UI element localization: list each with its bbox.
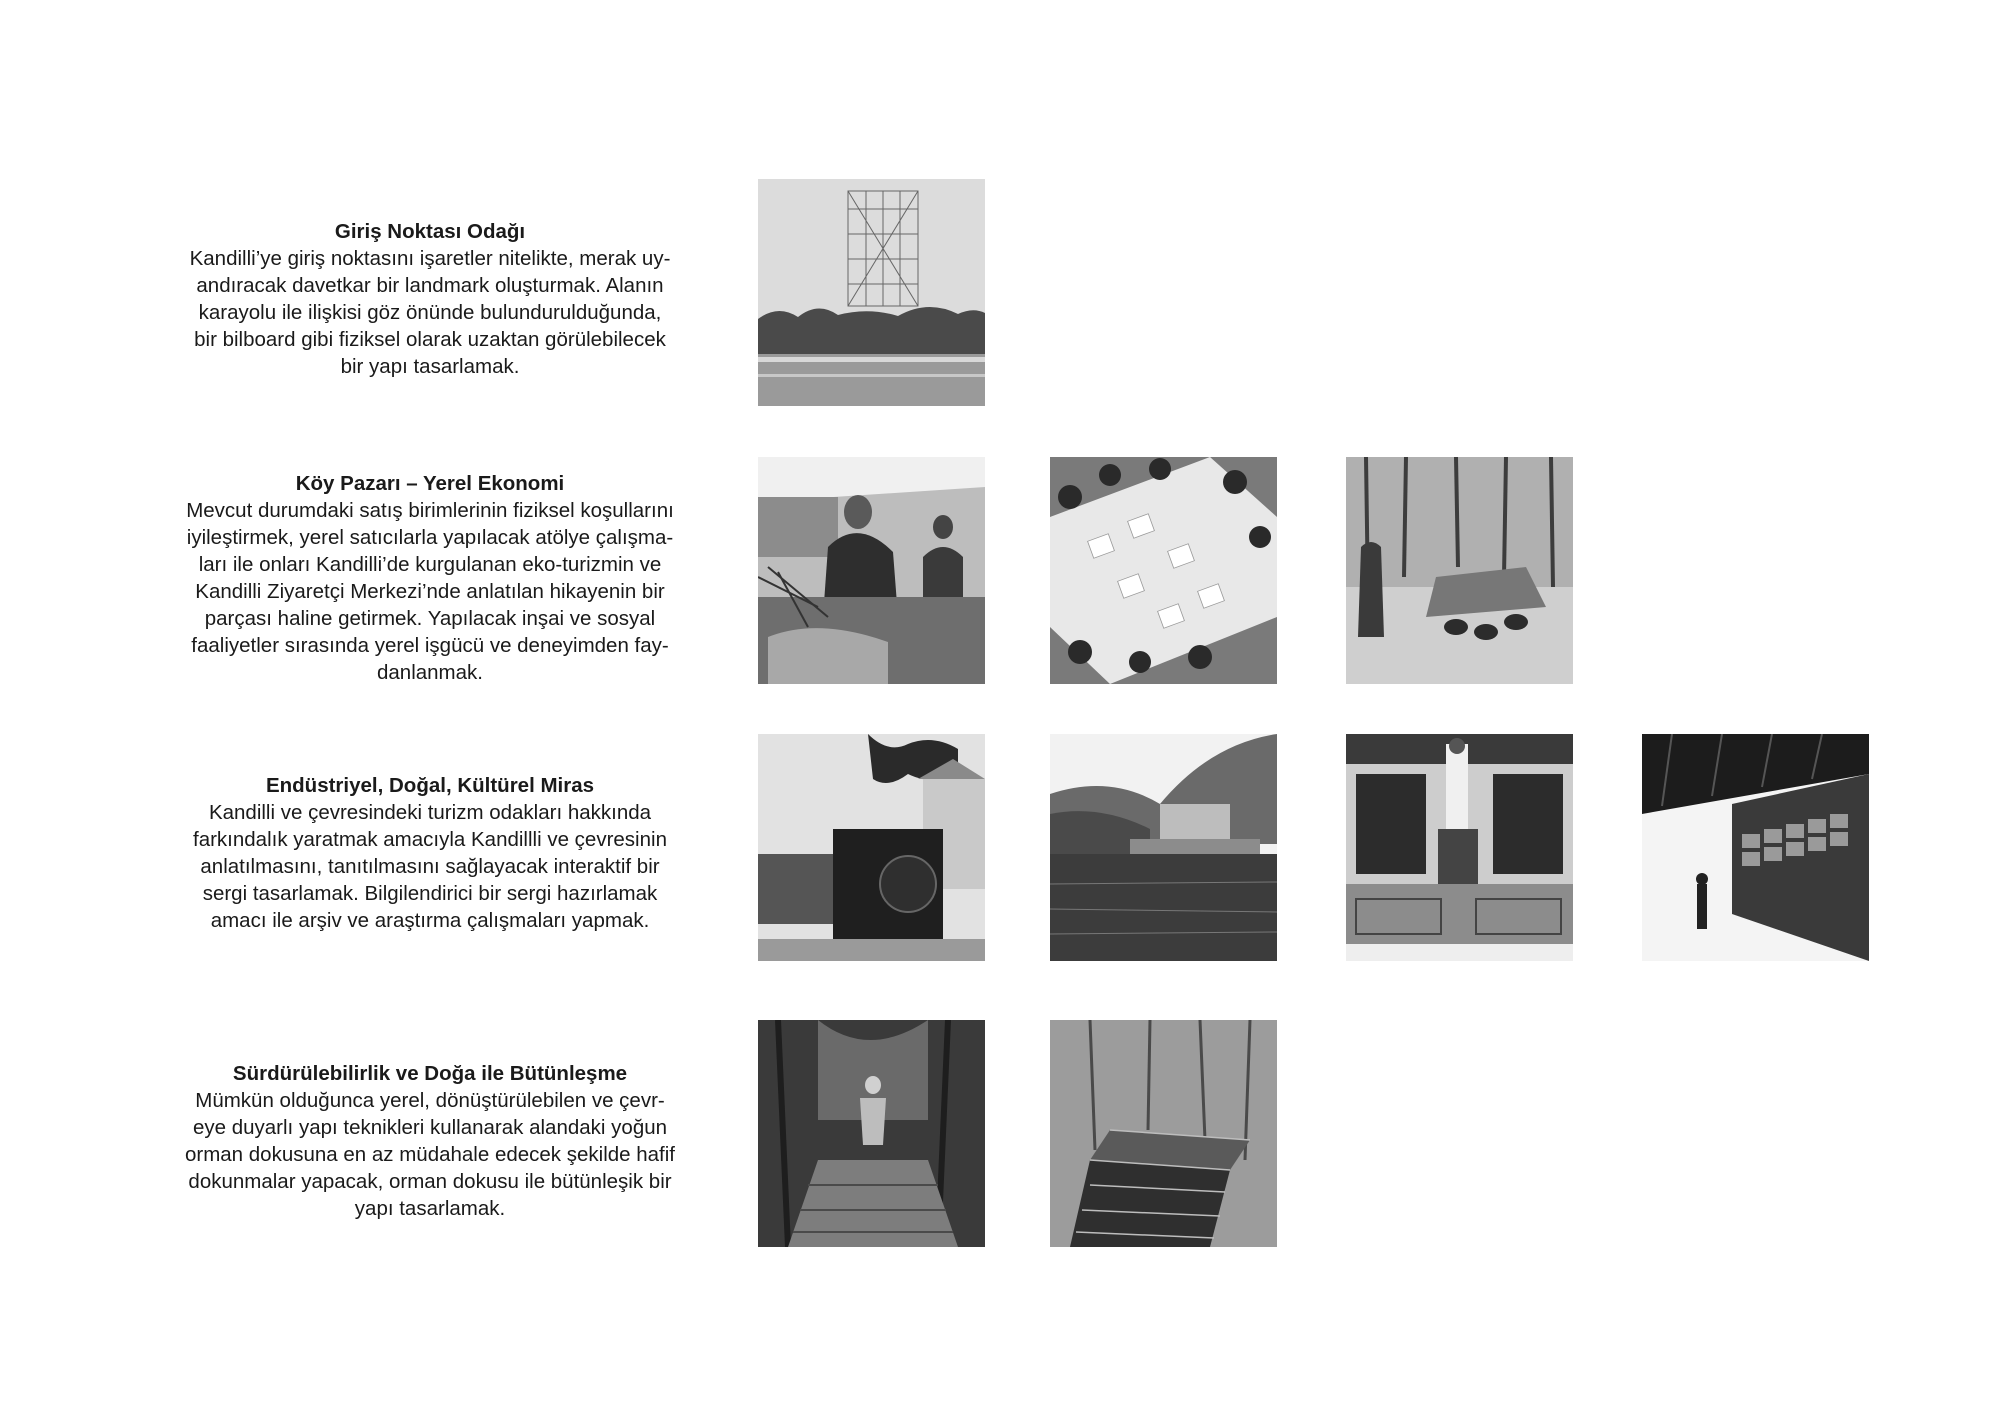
section-title: Giriş Noktası Odağı	[334, 220, 526, 243]
body-line: orman dokusuna en az müdahale edecek şekilde hafif	[184, 1143, 676, 1166]
body-line: anlatılmasını, tanıtılmasını sağlayacak interaktif bir	[200, 855, 660, 878]
photo-forest-boardwalk	[1050, 1020, 1277, 1247]
body-line: eye duyarlı yapı teknikleri kullanarak alandaki yoğun	[192, 1116, 668, 1139]
body-line: bir yapı tasarlamak.	[340, 355, 520, 378]
body-line: amacı ile arşiv ve araştırma çalışmaları yapmak.	[210, 909, 650, 932]
photo-bosphorus-shore	[1050, 734, 1277, 961]
section-koy-pazari	[170, 470, 690, 686]
body-line: karayolu ile ilişkisi göz önünde bulundurulduğunda,	[198, 301, 662, 324]
section-body	[170, 799, 690, 934]
photo-market-vendor	[758, 457, 985, 684]
photo-forest-path	[758, 1020, 985, 1247]
body-line: farkındalık yaratmak amacıyla Kandillli ve çevresinin	[193, 828, 667, 851]
body-line: Kandilli ve çevresindeki turizm odakları hakkında	[208, 801, 652, 824]
section-surdurulebilirlik	[170, 1060, 690, 1222]
body-line: danlanmak.	[377, 661, 483, 684]
photo-billboard	[758, 179, 985, 406]
photo-exhibition-hall	[1642, 734, 1869, 961]
body-line: faaliyetler sırasında yerel işgücü ve deneyimden fay-	[191, 634, 669, 657]
section-body	[170, 245, 690, 380]
body-line: iyileştirmek, yerel satıcılarla yapılacak atölye çalışma-	[186, 526, 674, 549]
section-title: Endüstriyel, Doğal, Kültürel Miras	[265, 774, 595, 797]
photo-industrial-archive	[1346, 734, 1573, 961]
body-line: parçası haline getirmek. Yapılacak inşai ve sosyal	[204, 607, 656, 630]
section-miras	[170, 772, 690, 934]
photo-workshop-table	[1050, 457, 1277, 684]
body-line: sergi tasarlamak. Bilgilendirici bir sergi hazırlamak	[202, 882, 658, 905]
body-line: andıracak davetkar bir landmark oluşturmak. Alanın	[196, 274, 664, 297]
body-line: dokunmalar yapacak, orman dokusu ile bütünleşik bir	[188, 1170, 672, 1193]
section-body	[170, 1087, 690, 1222]
photo-steam-train	[758, 734, 985, 961]
section-title: Sürdürülebilirlik ve Doğa ile Bütünleşme	[232, 1062, 628, 1085]
section-title: Köy Pazarı – Yerel Ekonomi	[295, 472, 565, 495]
body-line: ları ile onları Kandilli’de kurgulanan eko-turizmin ve	[198, 553, 662, 576]
body-line: Mümkün olduğunca yerel, dönüştürülebilen ve çevr-	[195, 1089, 665, 1112]
body-line: Kandilli’ye giriş noktasını işaretler nitelikte, merak uy-	[189, 247, 671, 270]
body-line: Mevcut durumdaki satış birimlerinin fiziksel koşullarını	[186, 499, 674, 522]
body-line: Kandilli Ziyaretçi Merkezi’nde anlatılan hikayenin bir	[195, 580, 665, 603]
body-line: yapı tasarlamak.	[354, 1197, 506, 1220]
photo-forest-construction	[1346, 457, 1573, 684]
section-body	[170, 497, 690, 686]
body-line: bir bilboard gibi fiziksel olarak uzaktan görülebilecek	[194, 328, 666, 351]
section-giris-noktasi	[170, 218, 690, 380]
